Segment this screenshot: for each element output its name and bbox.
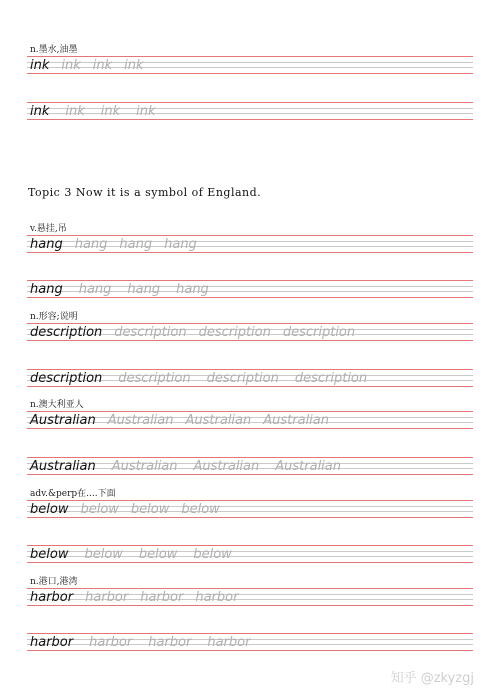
- practice-row: [30, 326, 355, 339]
- model-word: Australian: [30, 459, 96, 474]
- trace-word: below: [130, 502, 170, 517]
- trace-word: below: [84, 547, 123, 562]
- practice-row: [30, 59, 144, 72]
- guide-line-base: [27, 73, 473, 74]
- guide-line-top: [27, 102, 473, 103]
- guide-line-base: [27, 340, 473, 341]
- guide-line-top: [27, 323, 473, 324]
- model-word: description: [30, 371, 103, 386]
- guide-line-top: [27, 633, 473, 634]
- trace-word: description: [282, 325, 356, 340]
- trace-word: harbor: [195, 590, 239, 605]
- topic-heading: Topic 3 Now it is a symbol of England.: [28, 186, 262, 199]
- model-word: ink: [30, 58, 50, 73]
- word-meaning: n.形容;说明: [30, 312, 78, 322]
- trace-word: description: [206, 371, 279, 386]
- model-word: description: [30, 325, 103, 340]
- model-word: below: [30, 547, 69, 562]
- trace-word: hang: [74, 237, 108, 252]
- trace-word: description: [198, 325, 271, 340]
- word-meaning: n.港口,港湾: [30, 577, 78, 587]
- trace-word: Australian: [263, 413, 329, 428]
- trace-word: Australian: [193, 459, 260, 474]
- trace-word: hang: [127, 282, 161, 297]
- guide-line-top: [27, 56, 473, 57]
- guide-line-base: [27, 517, 473, 518]
- trace-word: description: [294, 371, 368, 386]
- trace-word: harbor: [85, 590, 129, 605]
- guide-line-top: [27, 235, 473, 236]
- practice-row: [30, 548, 232, 561]
- trace-word: below: [193, 547, 232, 562]
- trace-word: harbor: [140, 590, 184, 605]
- trace-word: below: [181, 502, 220, 517]
- trace-word: Australian: [275, 459, 341, 474]
- practice-row: [30, 238, 197, 251]
- guide-line-base: [27, 474, 473, 475]
- trace-word: ink: [61, 58, 81, 73]
- practice-row: [30, 591, 238, 604]
- word-meaning: adv.&perp在....下面: [30, 489, 116, 499]
- trace-word: Australian: [185, 413, 252, 428]
- guide-line-top: [27, 500, 473, 501]
- practice-row: [30, 414, 329, 427]
- guide-line-base: [27, 562, 473, 563]
- trace-word: ink: [65, 104, 85, 119]
- guide-line-top: [27, 280, 473, 281]
- trace-word: hang: [176, 282, 209, 297]
- model-word: below: [30, 502, 69, 517]
- trace-word: hang: [78, 282, 112, 297]
- guide-line-base: [27, 386, 473, 387]
- trace-word: ink: [124, 58, 144, 73]
- word-meaning: n.澳大利亚人: [30, 400, 84, 410]
- practice-row: [30, 105, 156, 118]
- trace-word: harbor: [207, 635, 251, 650]
- guide-line-top: [27, 369, 473, 370]
- model-word: harbor: [30, 635, 74, 650]
- trace-word: hang: [119, 237, 153, 252]
- trace-word: harbor: [89, 635, 133, 650]
- trace-word: below: [138, 547, 178, 562]
- word-meaning: v.悬挂,吊: [30, 224, 67, 234]
- guide-line-base: [27, 297, 473, 298]
- guide-line-base: [27, 605, 473, 606]
- trace-word: hang: [164, 237, 197, 252]
- guide-line-base: [27, 119, 473, 120]
- guide-line-top: [27, 457, 473, 458]
- guide-line-base: [27, 428, 473, 429]
- model-word: ink: [30, 104, 50, 119]
- guide-line-top: [27, 411, 473, 412]
- practice-row: [30, 460, 341, 473]
- guide-line-base: [27, 650, 473, 651]
- trace-word: ink: [136, 104, 156, 119]
- word-meaning: n.墨水,油墨: [30, 45, 78, 55]
- guide-line-top: [27, 588, 473, 589]
- trace-word: Australian: [107, 413, 174, 428]
- practice-row: [30, 372, 367, 385]
- model-word: harbor: [30, 590, 74, 605]
- practice-row: [30, 636, 250, 649]
- model-word: hang: [30, 237, 63, 252]
- guide-line-base: [27, 252, 473, 253]
- model-word: hang: [30, 282, 63, 297]
- trace-word: below: [80, 502, 119, 517]
- trace-word: ink: [92, 58, 113, 73]
- trace-word: harbor: [148, 635, 192, 650]
- trace-word: description: [114, 325, 187, 340]
- trace-word: Australian: [111, 459, 178, 474]
- practice-row: [30, 283, 209, 296]
- trace-word: description: [118, 371, 191, 386]
- trace-word: ink: [100, 104, 121, 119]
- practice-row: [30, 503, 220, 516]
- guide-line-top: [27, 545, 473, 546]
- model-word: Australian: [30, 413, 96, 428]
- watermark: 知乎 @zkyzgj: [390, 671, 474, 686]
